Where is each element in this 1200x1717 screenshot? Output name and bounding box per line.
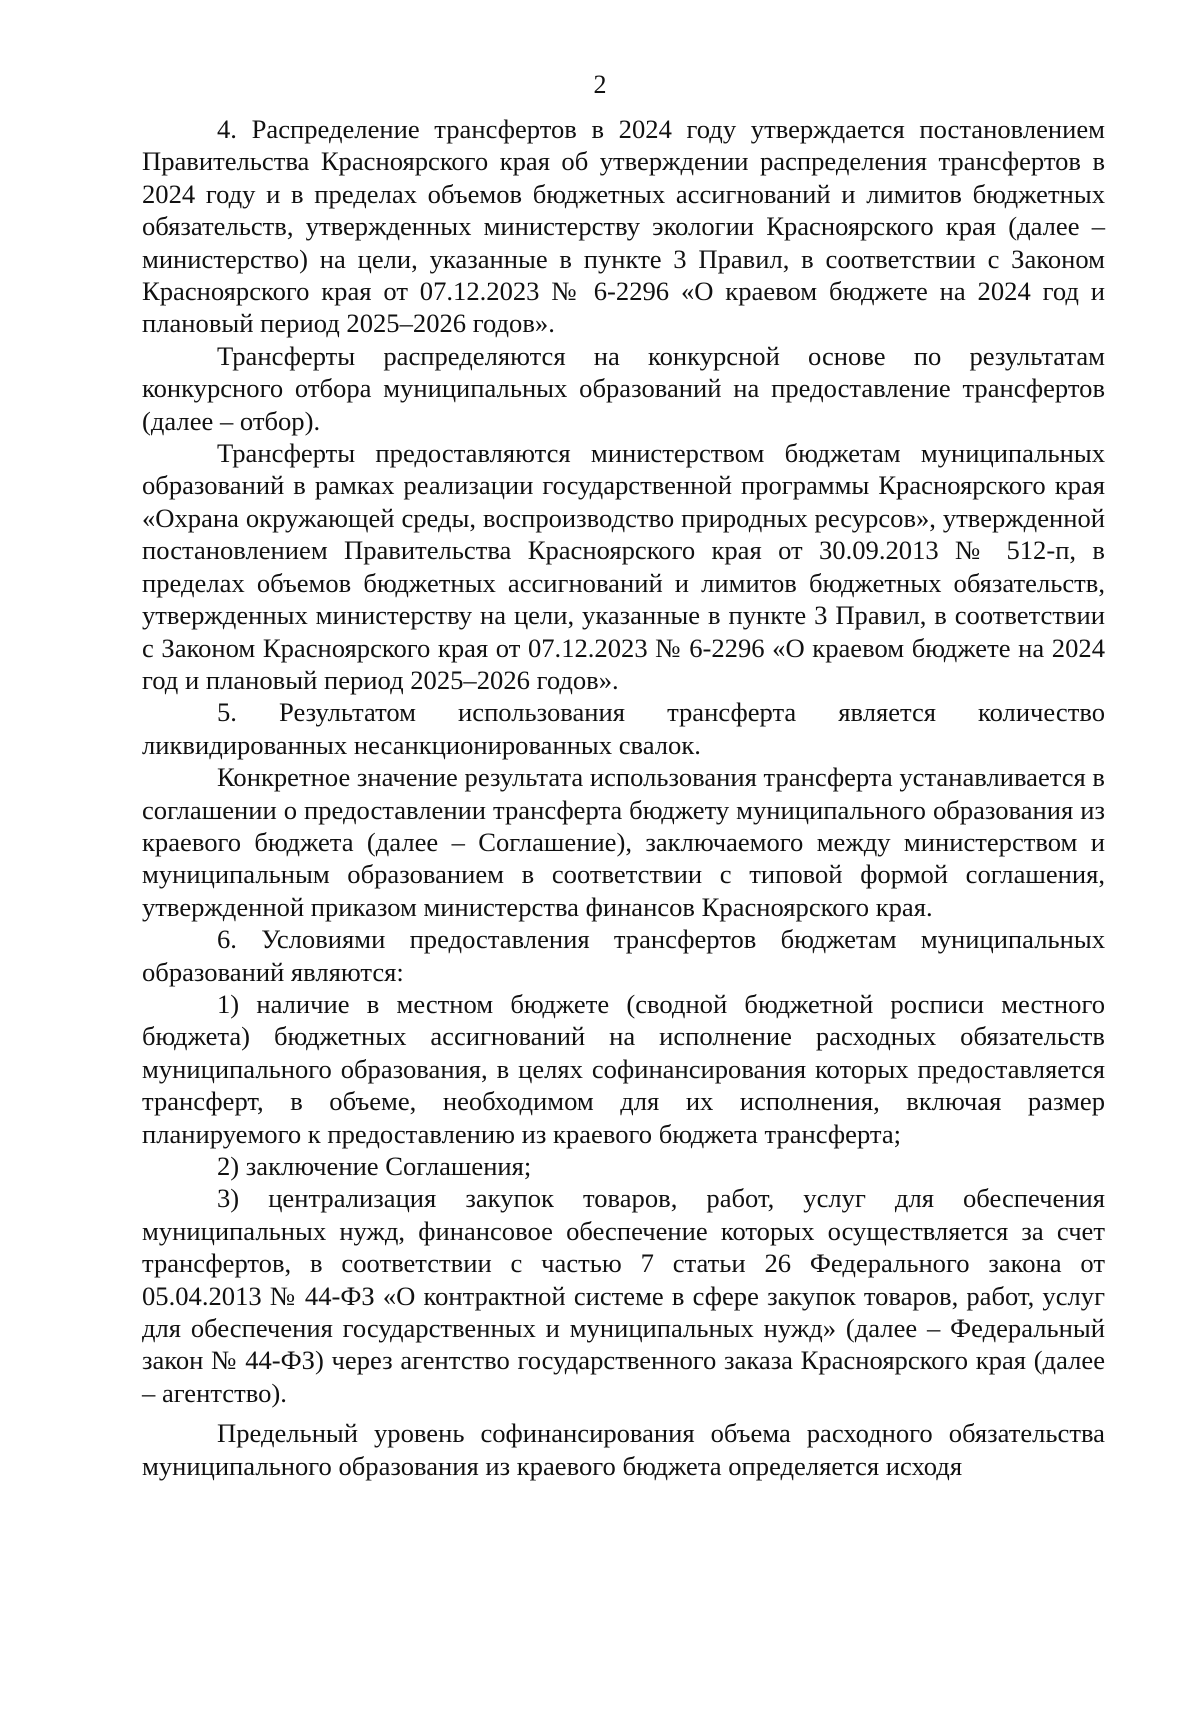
page-number: 2 [593, 70, 607, 99]
condition-item-3: 3) централизация закупок товаров, работ, услуг для обеспечения муниципальных нужд, финансовое обеспечение которых осуществляется за счет трансфертов, в соответствии с частью 7 статьи 26 Федерального закона от 05.04.2013 № 44-ФЗ «О контрактной системе в сфере закупок товаров, работ, услуг для обеспечения государственных и муниципальных нужд» (далее – Федеральный закон № 44-ФЗ) через агентство государственного заказа Красноярского края (далее – агентство). [142, 1183, 1105, 1408]
paragraph-4-distribution: 4. Распределение трансфертов в 2024 году утверждается постановлением Правительства Красноярского края об утверждении распределения трансфертов в 2024 году и в пределах объемов бюджетных ассигнований и лимитов бюджетных обязательств, утвержденных министерству экологии Красноярского края (далее – министерство) на цели, указанные в пункте 3 Правил, в соответствии с Законом Красноярского края от 07.12.2023 № 6-2296 «О краевом бюджете на 2024 год и плановый период 2025–2026 годов». [142, 114, 1105, 339]
paragraph-cofinancing-limit: Предельный уровень софинансирования объема расходного обязательства муниципального образования из краевого бюджета определяется исходя [142, 1418, 1105, 1481]
condition-item-2: 2) заключение Соглашения; [217, 1151, 532, 1181]
paragraph-result-value: Конкретное значение результата использования трансферта устанавливается в соглашении о предоставлении трансферта бюджету муниципального образования из краевого бюджета (далее – Соглашение), заключаемого между министерством и муниципальным образованием в соответствии с типовой формой соглашения, утвержденной приказом министерства финансов Красноярского края. [142, 762, 1105, 922]
paragraph-5-result: 5. Результатом использования трансферта является количество ликвидированных несанкционированных свалок. [142, 697, 1105, 760]
paragraph-6-conditions: 6. Условиями предоставления трансфертов бюджетам муниципальных образований являются: [142, 924, 1105, 987]
document-body [142, 113, 1105, 1482]
condition-item-1: 1) наличие в местном бюджете (сводной бюджетной росписи местного бюджета) бюджетных ассигнований на исполнение расходных обязательств муниципального образования, в целях софинансирования которых предоставляется трансферт, в объеме, необходимом для их исполнения, включая размер планируемого к предоставлению из краевого бюджета трансферта; [142, 988, 1105, 1149]
paragraph-transfer-provision: Трансферты предоставляются министерством бюджетам муниципальных образований в рамках реализации государственной программы Красноярского края «Охрана окружающей среды, воспроизводство природных ресурсов», утвержденной постановлением Правительства Красноярского края от 30.09.2013 № 512-п, в пределах объемов бюджетных ассигнований и лимитов бюджетных обязательств, утвержденных министерству на цели, указанные в пункте 3 Правил, в соответствии с Законом Красноярского края от 07.12.2023 № 6-2296 «О краевом бюджете на 2024 год и плановый период 2025–2026 годов». [142, 438, 1105, 695]
paragraph-competitive-basis: Трансферты распределяются на конкурсной основе по результатам конкурсного отбора муниципальных образований на предоставление трансфертов (далее – отбор). [142, 340, 1105, 436]
